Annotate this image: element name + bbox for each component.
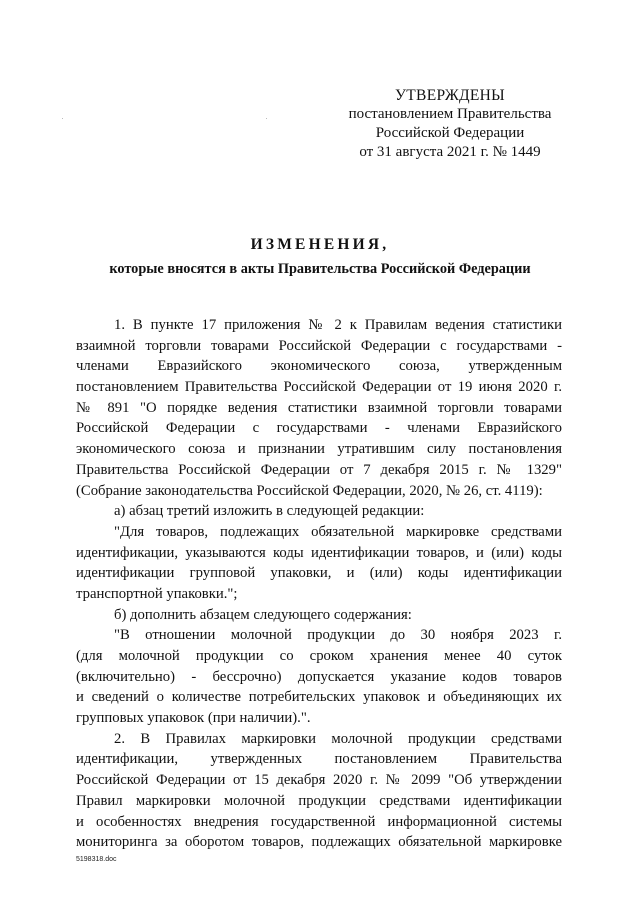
- body-line: членами Евразийского экономического союза, утвержденным: [76, 358, 562, 375]
- scan-dot: [266, 118, 267, 119]
- body-line: постановлением Правительства Российской Федерации от 19 июня 2020 г.: [76, 379, 562, 396]
- body-line: Российской Федерации от 15 декабря 2020 г. № 2099 "Об утверждении: [76, 772, 562, 789]
- body-line: 1. В пункте 17 приложения № 2 к Правилам ведения статистики: [114, 317, 562, 333]
- body-line: идентификации, указываются коды идентификации товаров, и (или) коды: [76, 544, 562, 561]
- body-line: 2. В Правилах маркировки молочной продукции средствами: [114, 730, 562, 747]
- body-line: "Для товаров, подлежащих обязательной маркировке средствами: [114, 523, 562, 540]
- body-line: № 891 "О порядке ведения статистики взаимной торговли товарами: [76, 399, 562, 416]
- approval-block: [340, 86, 560, 162]
- body-line: идентификации групповой упаковки, и (или) коды идентификации: [76, 565, 562, 582]
- body-line: взаимной торговли товарами Российской Федерации с государствами -: [76, 337, 562, 354]
- body-line: групповых упаковок (при наличии).".: [76, 710, 311, 727]
- document-body: [76, 315, 562, 853]
- scan-dot: [62, 118, 63, 119]
- approval-date: от 31 августа 2021 г. № 1449: [359, 144, 541, 160]
- body-line: и особенностях внедрения государственной информационной системы: [76, 813, 562, 830]
- body-line: транспортной упаковки.";: [76, 585, 238, 602]
- body-line: Правительства Российской Федерации от 7 декабря 2015 г. № 1329": [76, 461, 562, 478]
- body-line: "В отношении молочной продукции до 30 ноября 2023 г.: [114, 627, 562, 644]
- approval-line: постановлением Правительства: [348, 106, 552, 122]
- body-line: и сведений о количестве потребительских упаковок и объединяющих их: [76, 689, 562, 706]
- approval-line: Российской Федерации: [375, 125, 525, 141]
- body-line: а) абзац третий изложить в следующей редакции:: [114, 503, 425, 520]
- document-subtitle: которые вносятся в акты Правительства Российской Федерации: [109, 261, 531, 277]
- approval-stamp: УТВЕРЖДЕНЫ: [395, 87, 505, 104]
- body-line: б) дополнить абзацем следующего содержания:: [114, 606, 412, 623]
- body-line: идентификации, утвержденных постановлением Правительства: [76, 751, 562, 768]
- body-line: Российской Федерации с государствами - членами Евразийского: [76, 420, 562, 437]
- body-line: Правил маркировки молочной продукции средствами идентификации: [76, 792, 562, 809]
- body-line: (включительно) - бессрочно) допускается указание кодов товаров: [76, 668, 562, 685]
- body-line: (Собрание законодательства Российской Федерации, 2020, № 26, ст. 4119):: [76, 482, 543, 499]
- file-name: 5198318.doc: [76, 856, 117, 863]
- body-line: мониторинга за оборотом товаров, подлежащих обязательной маркировке: [76, 834, 562, 851]
- body-line: (для молочной продукции со сроком хранения менее 40 суток: [76, 648, 562, 664]
- document-title: ИЗМЕНЕНИЯ,: [250, 236, 390, 253]
- body-line: экономического союза и признании утратившим силу постановления: [76, 441, 562, 458]
